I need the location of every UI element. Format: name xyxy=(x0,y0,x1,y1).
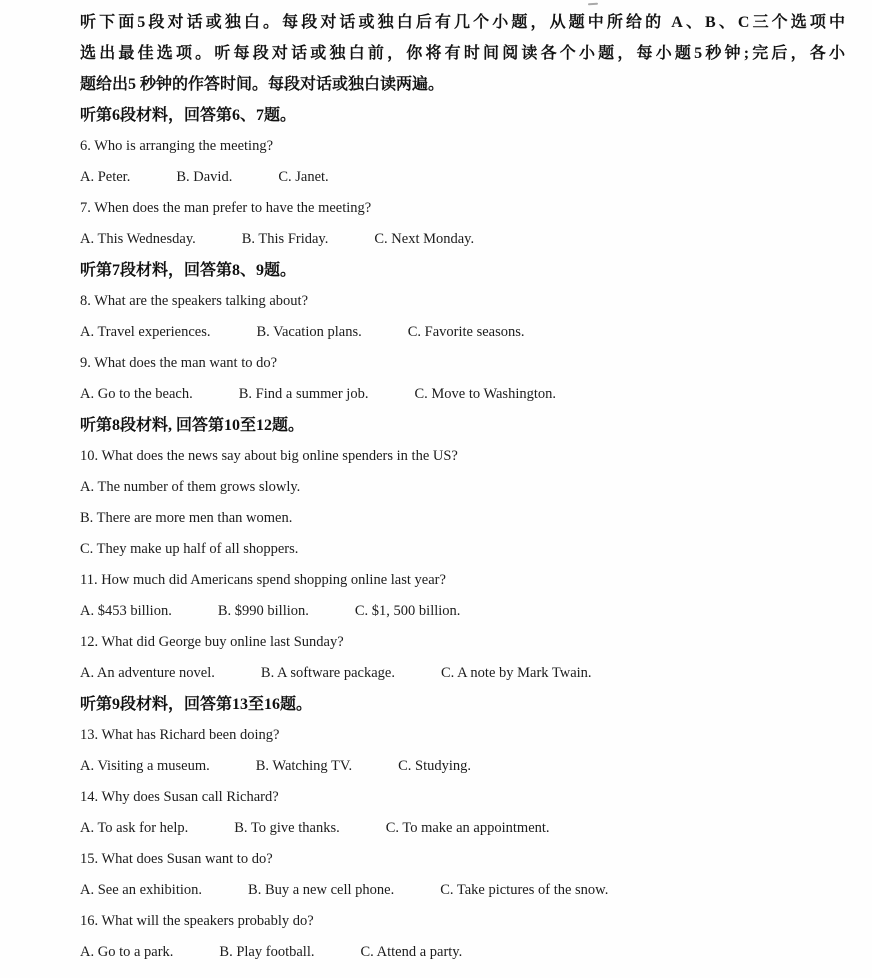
options-row xyxy=(80,751,845,782)
answer-option: A. An adventure novel. xyxy=(80,665,215,681)
answer-option: B. To give thanks. xyxy=(234,820,340,836)
question xyxy=(80,193,845,255)
question-text: 14. Why does Susan call Richard? xyxy=(80,789,279,805)
options-row xyxy=(80,596,845,627)
instruction-line: 题给出5 秒钟的作答时间。每段对话或独白读两遍。 xyxy=(80,76,445,93)
answer-option: C. Favorite seasons. xyxy=(407,324,525,340)
question-text: 11. How much did Americans spend shopping online last year? xyxy=(80,572,446,588)
answer-option: B. $990 billion. xyxy=(217,603,309,619)
question xyxy=(80,441,845,565)
answer-option: B. Vacation plans. xyxy=(256,324,362,340)
answer-option: B. Watching TV. xyxy=(255,758,353,774)
answer-option: B. Play football. xyxy=(219,944,315,960)
answer-option: A. The number of them grows slowly. xyxy=(80,479,301,495)
answer-option: C. A note by Mark Twain. xyxy=(441,665,592,681)
section-heading: 听第9段材料，回答第13至16题。 xyxy=(80,696,313,713)
answer-option: C. Attend a party. xyxy=(360,944,463,960)
section-heading: 听第6段材料，回答第6、7题。 xyxy=(80,107,297,124)
answer-option: A. Peter. xyxy=(80,169,131,185)
section-heading: 听第8段材料, 回答第10至12题。 xyxy=(80,417,305,434)
answer-option: A. This Wednesday. xyxy=(80,231,196,247)
options-row xyxy=(80,658,845,689)
question-text: 6. Who is arranging the meeting? xyxy=(80,138,274,154)
answer-option: A. See an exhibition. xyxy=(80,882,203,898)
answer-option: C. Studying. xyxy=(398,758,471,774)
question xyxy=(80,627,845,689)
options-row xyxy=(80,937,845,968)
options-row xyxy=(80,162,845,193)
answer-option: C. They make up half of all shoppers. xyxy=(80,541,299,557)
question xyxy=(80,782,845,844)
material-section xyxy=(80,410,845,689)
material-section xyxy=(80,255,845,410)
question xyxy=(80,286,845,348)
options-row xyxy=(80,317,845,348)
answer-option: B. Find a summer job. xyxy=(238,386,369,402)
instruction-line: 听下面5段对话或独白。每段对话或独白后有几个小题，从题中所给的 A、B、C三个选项中 xyxy=(80,14,845,31)
question-text: 9. What does the man want to do? xyxy=(80,355,278,371)
answer-option: C. To make an appointment. xyxy=(385,820,550,836)
question-text: 16. What will the speakers probably do? xyxy=(80,913,314,929)
answer-option: B. There are more men than women. xyxy=(80,510,293,526)
question-text: 12. What did George buy online last Sunday? xyxy=(80,634,344,650)
answer-option: A. Travel experiences. xyxy=(80,324,211,340)
answer-option: B. This Friday. xyxy=(241,231,329,247)
listening-instructions xyxy=(80,7,845,100)
question xyxy=(80,906,845,968)
answer-option: A. To ask for help. xyxy=(80,820,189,836)
question xyxy=(80,131,845,193)
material-section xyxy=(80,100,845,255)
options-row xyxy=(80,875,845,906)
section-heading: 听第7段材料，回答第8、9题。 xyxy=(80,262,297,279)
answer-option: C. Next Monday. xyxy=(374,231,475,247)
question xyxy=(80,844,845,906)
question-text: 15. What does Susan want to do? xyxy=(80,851,273,867)
answer-option: A. $453 billion. xyxy=(80,603,172,619)
answer-option: A. Visiting a museum. xyxy=(80,758,210,774)
options-row xyxy=(80,224,845,255)
instruction-line: 选出最佳选项。听每段对话或独白前，你将有时间阅读各个小题，每小题5秒钟;完后，各小 xyxy=(80,45,845,62)
question xyxy=(80,565,845,627)
options-row xyxy=(80,379,845,410)
answer-option: C. Janet. xyxy=(278,169,329,185)
question xyxy=(80,348,845,410)
answer-option: A. Go to a park. xyxy=(80,944,174,960)
question-text: 13. What has Richard been doing? xyxy=(80,727,280,743)
answer-option: B. Buy a new cell phone. xyxy=(248,882,395,898)
answer-option: B. David. xyxy=(176,169,233,185)
options-row xyxy=(80,813,845,844)
answer-option: C. $1, 500 billion. xyxy=(354,603,461,619)
material-section xyxy=(80,689,845,968)
answer-option: C. Take pictures of the snow. xyxy=(440,882,609,898)
answer-option: A. Go to the beach. xyxy=(80,386,193,402)
question-text: 7. When does the man prefer to have the meeting? xyxy=(80,200,372,216)
question xyxy=(80,720,845,782)
answer-option: C. Move to Washington. xyxy=(414,386,557,402)
answer-option: B. A software package. xyxy=(260,665,395,681)
question-text: 8. What are the speakers talking about? xyxy=(80,293,309,309)
question-text: 10. What does the news say about big online spenders in the US? xyxy=(80,448,458,464)
